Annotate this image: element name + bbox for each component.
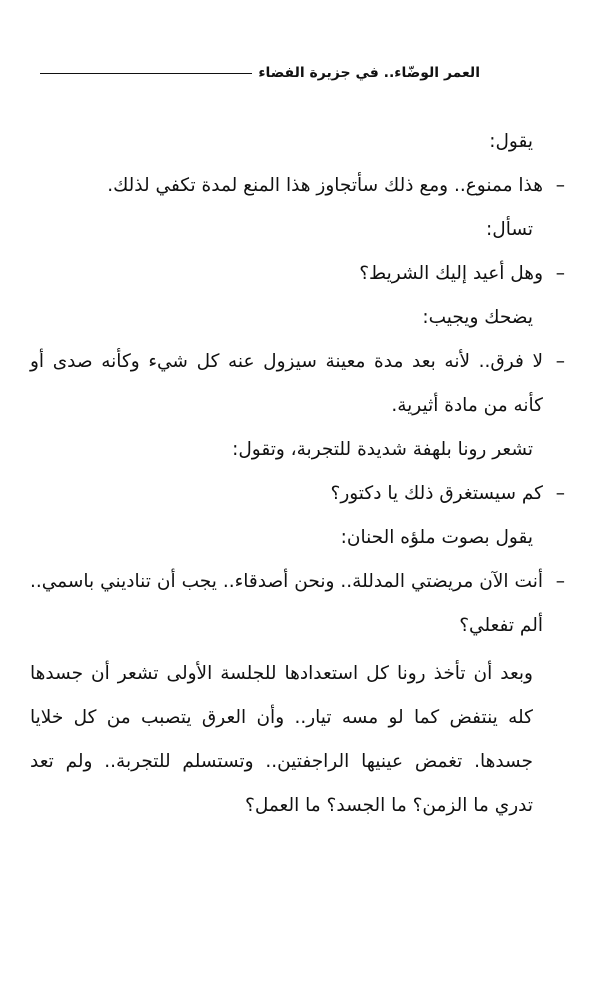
- dialogue-dash: –: [555, 571, 565, 592]
- header-rule: [40, 73, 252, 74]
- page-body: [30, 120, 565, 828]
- dialogue-dash: –: [555, 175, 565, 196]
- dialogue-dash: –: [555, 263, 565, 284]
- narration-line: يضحك ويجيب:: [422, 307, 533, 328]
- dialogue-line: – هذا ممنوع.. ومع ذلك سأتجاوز هذا المنع لمدة تكفي لذلك.: [30, 164, 565, 208]
- dialogue-line: – أنت الآن مريضتي المدللة.. ونحن أصدقاء.. يجب أن تناديني باسمي.. ألم تفعلي؟: [30, 560, 565, 648]
- dialogue-line: – لا فرق.. لأنه بعد مدة معينة سيزول عنه كل شيء وكأنه صدى أو كأنه من مادة أثيرية.: [30, 340, 565, 428]
- narration-line: يقول:: [489, 131, 533, 152]
- narration-line: تشعر رونا بلهفة شديدة للتجربة، وتقول:: [232, 439, 533, 460]
- book-title: العمر الوضّاء.. في جزيرة الفضاء: [258, 65, 480, 81]
- dialogue-line: – وهل أعيد إليك الشريط؟: [30, 252, 565, 296]
- dialogue-dash: –: [555, 351, 565, 372]
- dialogue-dash: –: [555, 483, 565, 504]
- narration-line: يقول بصوت ملؤه الحنان:: [340, 527, 533, 548]
- narration-line: تسأل:: [486, 219, 533, 240]
- prose-paragraph: وبعد أن تأخذ رونا كل استعدادها للجلسة الأولى تشعر أن جسدها كله ينتفض كما لو مسه تيار.. وأن العرق يتصبب من كل خلايا جسدها. تغمض عينيها الراجفتين.. وتستسلم للتجربة.. ولم تعد تدري ما الزمن؟ ما الجسد؟ ما العمل؟: [30, 663, 533, 816]
- running-header: [40, 58, 480, 88]
- dialogue-line: – كم سيستغرق ذلك يا دكتور؟: [30, 472, 565, 516]
